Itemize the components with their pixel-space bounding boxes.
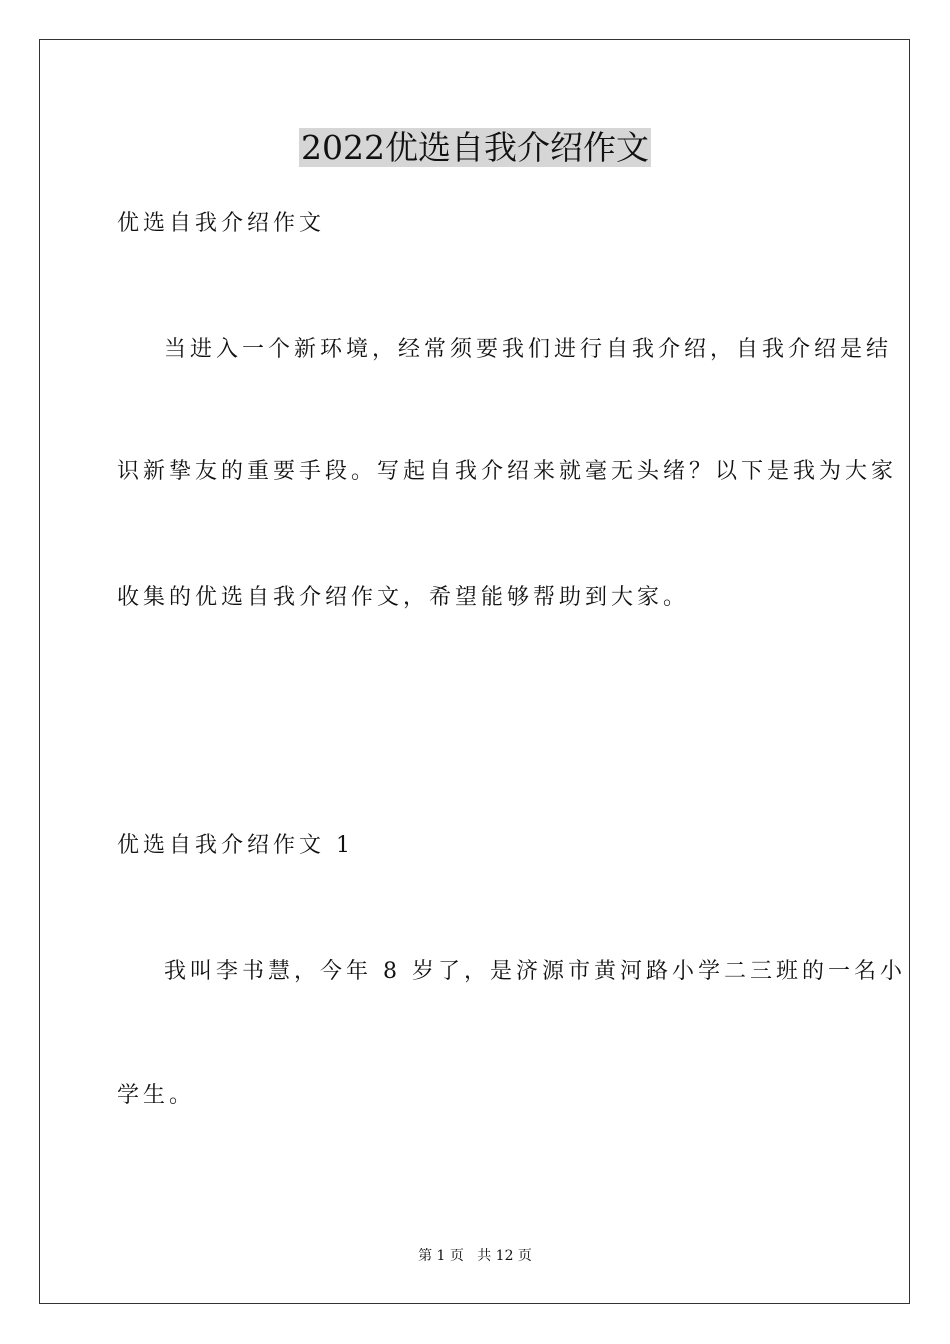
paragraph-line: 当进入一个新环境，经常须要我们进行自我介绍，自我介绍是结 (164, 337, 893, 362)
section-heading: 优选自我介绍作文 (117, 211, 326, 236)
paragraph-line: 收集的优选自我介绍作文，希望能够帮助到大家。 (117, 585, 690, 610)
section-heading: 优选自我介绍作文 1 (117, 833, 354, 858)
paragraph-line: 学生。 (117, 1083, 196, 1108)
paragraph-line: 我叫李书慧，今年 8 岁了，是济源市黄河路小学二三班的一名小 (164, 959, 906, 984)
document-title-text: 2022优选自我介绍作文 (301, 128, 649, 167)
page-footer: 第 1 页 共 12 页 (418, 1248, 532, 1264)
paragraph-line: 识新挚友的重要手段。写起自我介绍来就毫无头绪？以下是我为大家 (117, 459, 898, 484)
document-title (0, 126, 950, 170)
